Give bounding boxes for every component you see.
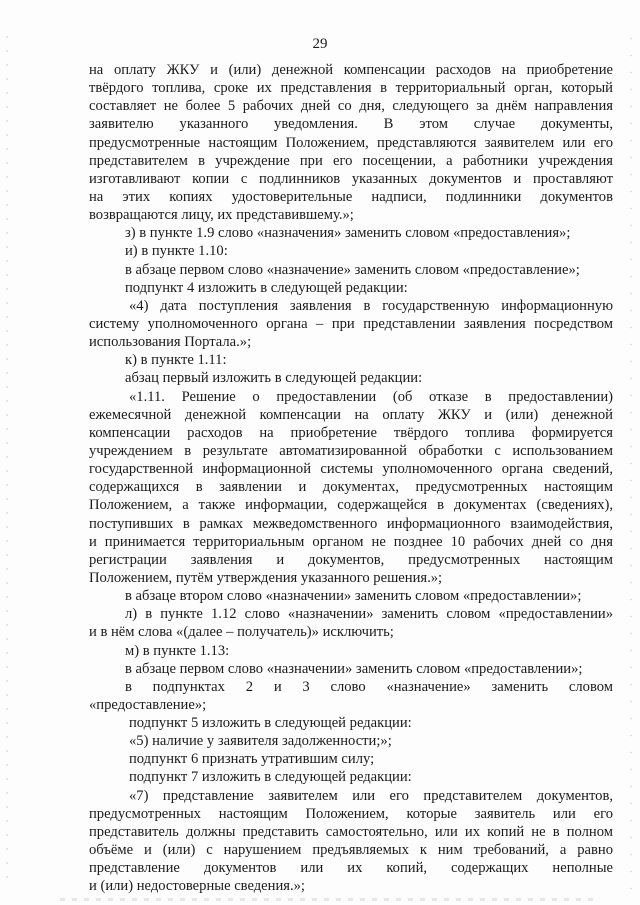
text-line: представитель должны представить самостоятельно, или их копий не в полном xyxy=(89,823,613,840)
text-line: твёрдого топлива, сроке их представления в территориальный орган, который xyxy=(89,80,613,97)
text-line: поступивших в рамках межведомственного информационного взаимодействия, xyxy=(89,515,613,532)
text-line: в абзаце первом слово «назначении» заменить словом «предоставлении»; xyxy=(125,660,583,677)
text-line: м) в пункте 1.13: xyxy=(125,642,230,659)
text-line: Положением, путём утверждения указанного решения.»; xyxy=(89,569,443,586)
document-body xyxy=(89,61,613,895)
text-line: заявителю указанного уведомления. В этом случае документы, xyxy=(89,116,613,133)
text-line: «5) наличие у заявителя задолженности;»; xyxy=(129,733,392,750)
text-line: учреждением в результате автоматизированной обработки с использованием xyxy=(89,442,613,459)
text-line: использования Портала.»; xyxy=(89,334,252,351)
text-line: государственной информационной системы уполномоченного органа сведений, xyxy=(89,461,613,478)
text-line: содержащихся в заявлении и документах, предусмотренных настоящим xyxy=(89,479,613,496)
text-line: и в нём слова «(далее – получатель)» исключить; xyxy=(89,624,394,641)
text-line: на оплату ЖКУ и (или) денежной компенсации расходов на приобретение xyxy=(89,62,613,78)
scan-bottom-edge xyxy=(60,898,600,901)
text-line: и) в пункте 1.10: xyxy=(125,243,228,260)
text-line: подпункт 4 изложить в следующей редакции: xyxy=(125,279,408,296)
text-line: возвращаются лицу, их представившему.»; xyxy=(89,207,354,224)
text-line: предусмотренных настоящим Положением, которые заявитель или его xyxy=(89,805,613,822)
text-line: предусмотренные настоящим Положением, представляются заявителем или его xyxy=(89,134,613,151)
text-line: «предоставление»; xyxy=(89,696,207,713)
text-line: к) в пункте 1.11: xyxy=(125,352,227,369)
text-line: объёме и (или) с нарушением предъявляемых к ним требований, а равно xyxy=(89,842,613,859)
text-line: Положением, а также информации, содержащейся в документах (сведениях), xyxy=(89,497,613,514)
text-line: л) в пункте 1.12 слово «назначении» заменить словом «предоставлении» xyxy=(125,606,613,623)
scan-margin-left xyxy=(6,30,8,890)
text-line: подпункт 7 изложить в следующей редакции: xyxy=(129,769,412,786)
text-line: «7) представление заявителем или его представителем документов, xyxy=(129,787,613,804)
text-line: ежемесячной денежной компенсации на оплату ЖКУ и (или) денежной xyxy=(89,406,613,423)
text-line: составляет не более 5 рабочих дней со дня, следующего за днём направления xyxy=(89,98,613,115)
text-line: подпункт 5 изложить в следующей редакции: xyxy=(129,715,412,732)
text-line: изготавливают копии с подлинников указанных документов и проставляют xyxy=(89,170,613,187)
text-line: з) в пункте 1.9 слово «назначения» заменить словом «предоставления»; xyxy=(125,225,571,242)
text-line: систему уполномоченного органа – при представлении заявления посредством xyxy=(89,315,613,332)
text-line: регистрации заявления и документов, предусмотренных настоящим xyxy=(89,551,613,568)
text-line: в абзаце первом слово «назначение» заменить словом «предоставление»; xyxy=(125,261,580,278)
text-line: абзац первый изложить в следующей редакции: xyxy=(125,370,423,387)
scan-margin-right xyxy=(630,30,632,890)
text-line: и (или) недостоверные сведения.»; xyxy=(89,878,305,895)
text-line: «1.11. Решение о предоставлении (об отказе в предоставлении) xyxy=(129,388,613,405)
text-line: на этих копиях удостоверительные надписи, подлинники документов xyxy=(89,188,613,205)
text-line: представление документов или их копий, содержащих неполные xyxy=(89,860,613,877)
page-number: 29 xyxy=(312,36,328,52)
text-line: компенсации расходов на приобретение твёрдого топлива формируется xyxy=(89,424,613,441)
text-line: подпункт 6 признать утратившим силу; xyxy=(129,751,375,768)
text-line: представителем в учреждение при его посещении, а работники учреждения xyxy=(89,152,613,169)
text-line: и принимается территориальным органом не позднее 10 рабочих дней со дня xyxy=(89,533,613,550)
text-line: «4) дата поступления заявления в государственную информационную xyxy=(129,297,613,314)
text-line: в абзаце втором слово «назначении» заменить словом «предоставлении»; xyxy=(125,588,582,605)
text-line: в подпунктах 2 и 3 слово «назначение» заменить словом xyxy=(125,678,613,695)
